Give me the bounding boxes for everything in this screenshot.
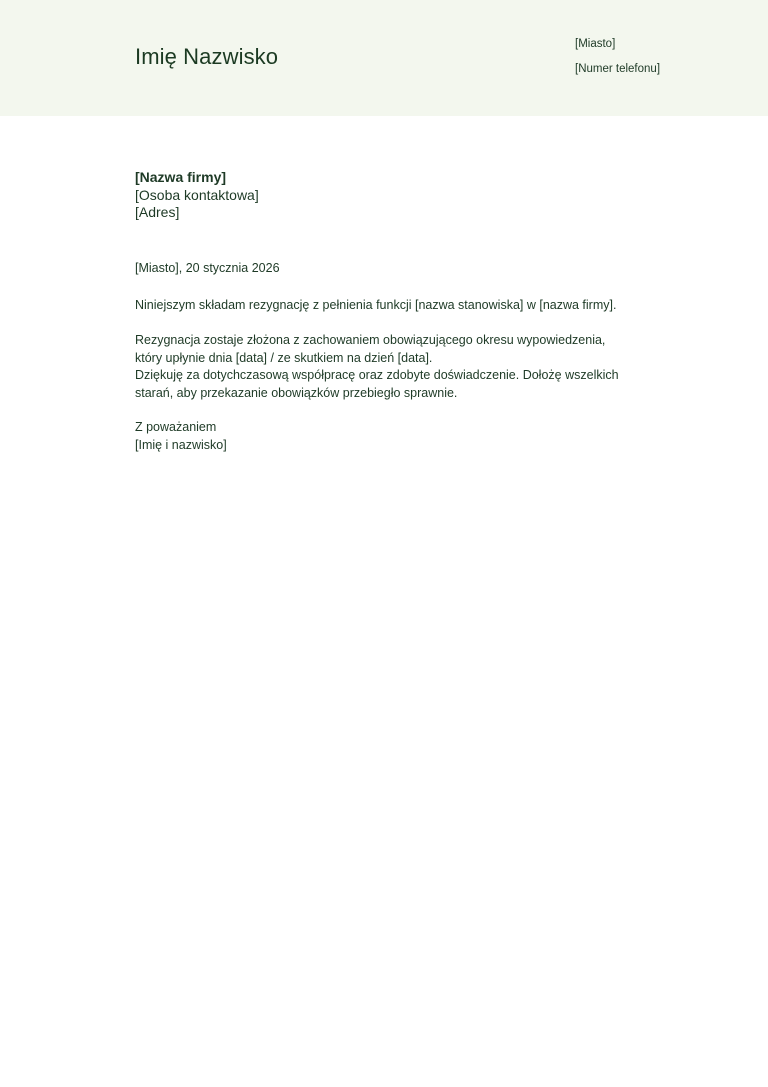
paragraph-line: starań, aby przekazanie obowiązków przebiegło sprawnie. [135, 385, 458, 400]
paragraph-line: Rezygnacja zostaje złożona z zachowaniem obowiązującego okresu wypowiedzenia, [135, 333, 606, 347]
recipient-address: [Adres] [135, 204, 180, 220]
recipient-contact-person: [Osoba kontaktowa] [135, 186, 259, 203]
sender-city: [Miasto] [575, 38, 616, 50]
letter-intro: Niniejszym składam rezygnację z pełnienia funkcji [nazwa stanowiska] w [nazwa firmy]. [135, 298, 617, 312]
recipient-block [135, 169, 259, 222]
letter-closing-block [135, 419, 227, 454]
letter-paragraph [135, 332, 635, 402]
place-and-date: [Miasto], 20 stycznia 2026 [135, 261, 280, 275]
sender-name: Imię Nazwisko [135, 44, 279, 69]
paragraph-line: który upłynie dnia [data] / ze skutkiem na dzień [data]. [135, 350, 433, 365]
sender-phone: [Numer telefonu] [575, 63, 661, 75]
recipient-company: [Nazwa firmy] [135, 169, 227, 185]
signature: [Imię i nazwisko] [135, 437, 227, 452]
closing-phrase: Z poważaniem [135, 420, 217, 434]
paragraph-line: Dziękuję za dotychczasową współpracę oraz zdobyte doświadczenie. Dołożę wszelkich [135, 368, 619, 382]
letter-header [0, 0, 768, 116]
